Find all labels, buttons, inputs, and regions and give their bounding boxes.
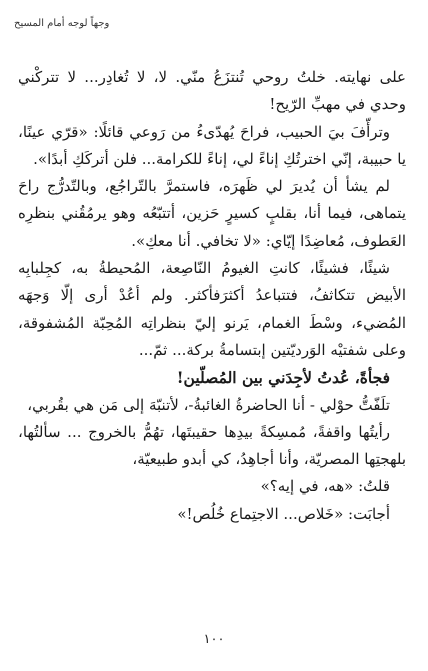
- paragraph-4: شيئًا، فشيئًا، كانتِ الغيومُ النّاصِعة، المُحيطةُ به، كجِلبابِه الأبيض تتكاثفُ، فتتباعدُ أكثرَفأكثر. ولم أعُدْ أرى إلّا وَجهَه المُضيء، وسْطَ الغمام، يَرنو إليّ بنظراتِه المُحِبّة المُشفوقة، وعلى شفتيْه الوَرديّتين إبتسامةُ بركة... ثمّ...: [18, 259, 406, 359]
- paragraph-6: تلَفّتُّ حوْلي - أنا الحاضرةُ الغائبةُ-، لأتنبّهَ إلى مَن هي بقُربي،: [27, 395, 390, 414]
- page-body: [18, 64, 406, 528]
- paragraph-9: أجابَت: «خَلاص... الاجتِماع خُلُص!»: [177, 504, 390, 523]
- section-heading: فجأةً، عُدتُ لأجِدَني بين المُصلّين!: [176, 368, 390, 388]
- running-header: وجهاً لوجه أمام المسيح: [14, 18, 110, 29]
- paragraph-8: قلتُ: «هه، في إيه؟»: [260, 477, 390, 496]
- paragraph-1: على نهايته. خلتُ روحي تُنتزَعُ منّي. لا، لا تُغادِر... لا تتركْني وحدي في مهبِّ الرّيح!: [18, 68, 406, 114]
- paragraph-3: لم يشأ أن يُديرَ لي ظَهرَه، فاستمرَّ بالتّراجُع، وبالتّدرُّج راحَ يتماهى، فيما أنا، بقلبٍ كسيرٍ حَزين، أتتبّعُه وهو يرمُقُني بنظرِه العَطوف، مُعاضِدًا إيّاي: «لا تخافي. أنا معكِ».: [18, 177, 406, 250]
- page-number: ١٠٠: [203, 632, 225, 647]
- paragraph-7: رأيتُها واقفةً، مُمسِكةً بيدِها حقيبتَها، تهُمُّ بالخروج ... سألتُها، بلهجتِها المصريّة، وأنا أجاهِدُ، كي أبدو طبيعيّة،: [18, 422, 406, 469]
- paragraph-2: وترأّفَ بيَ الحبيب، فراحَ يُهدّىءُ من رَوعي قائلًا: «قرّي عينًا، يا حبيبة، إنّي اخترتُكِ إناءً لي، إناءً للكرامة... فلن أتركَكِ أبدًا».: [18, 122, 406, 168]
